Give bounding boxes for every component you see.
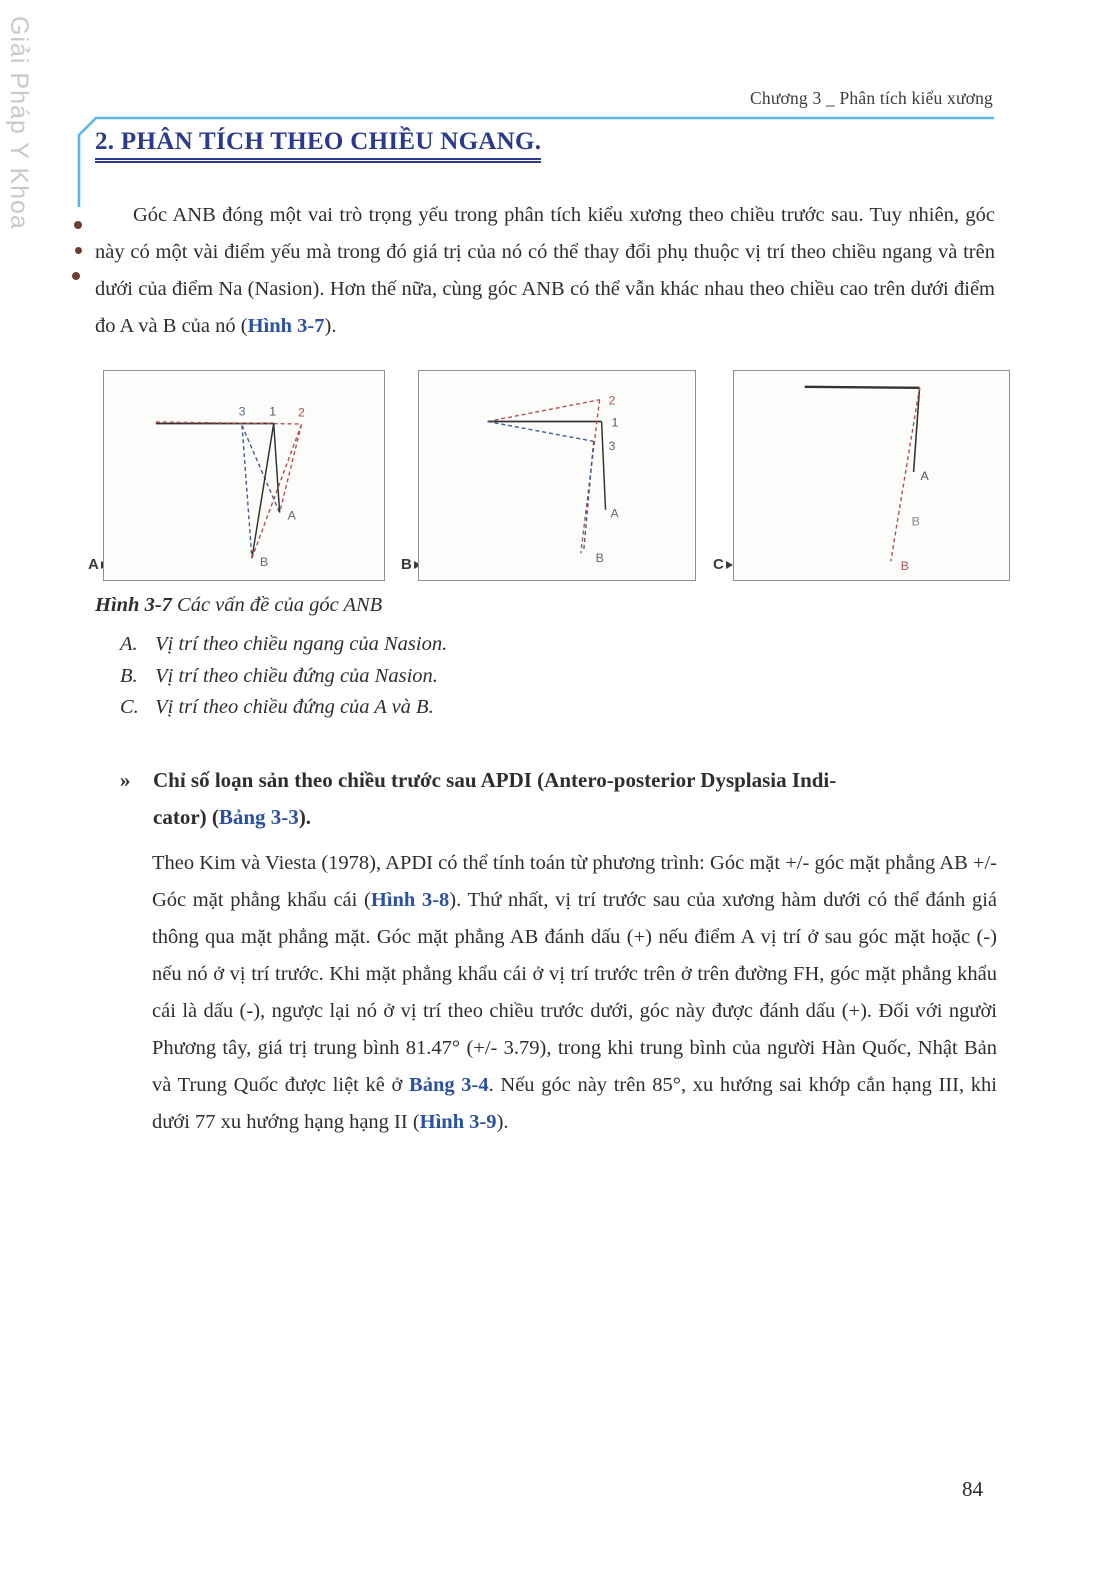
figure-caption — [95, 594, 382, 617]
panel-b-diagram — [418, 370, 696, 581]
apdi-heading-text: Chỉ số loạn sản theo chiều trước sau APDI (Antero-posterior Dysplasia Indi- cator) (Bảng 3-3). — [153, 768, 837, 829]
apdi-heading — [120, 762, 997, 836]
panel-b-letter: B — [401, 556, 412, 573]
caption-item-label: A. — [120, 633, 138, 655]
margin-bullet — [75, 247, 82, 254]
cross-reference-link: Hình 3-8 — [370, 889, 450, 911]
point-label-b: B — [259, 555, 269, 570]
point-label-1: 1 — [611, 415, 619, 430]
section-title — [95, 128, 541, 156]
point-label-b-red: B — [900, 559, 909, 574]
apdi-paragraph: Theo Kim và Viesta (1978), APDI có thể tính toán từ phương trình: Góc mặt +/- góc mặt phẳng AB +/- Góc mặt phẳng khẩu cái (Hình 3-8). Thứ nhất, vị trí trước sau của xương hàm dưới có thể đánh giá thông qua mặt phẳng mặt. Góc mặt phẳng AB đánh dấu (+) nếu điểm A vị trí ở sau góc mặt hoặc (-) nếu nó ở vị trí trước. Khi mặt phẳng khẩu cái ở vị trí trước trên ở trên đường FH, góc mặt phẳng khẩu cái là dấu (-), ngược lại nó ở vị trí theo chiều trước dưới, góc này được đánh dấu (+). Đối với người Phương tây, giá trị trung bình 81.47° (+/- 3.79), trong khi trung bình của người Hàn Quốc, Nhật Bản và Trung Quốc được liệt kê ở Bảng 3-4. Nếu góc này trên 85°, xu hướng sai khớp cắn hạng III, khi dưới 77 xu hướng hạng hạng II (Hình 3-9). — [152, 852, 998, 1133]
intro-paragraph: Góc ANB đóng một vai trò trọng yếu trong phân tích kiểu xương theo chiều trước sau. Tuy nhiên, góc này có một vài điểm yếu mà trong đó giá trị của nó có thể thay đổi phụ thuộc vị trí theo chiều ngang và trên dưới của điểm Na (Nasion). Hơn thế nữa, cùng góc ANB có thể vẫn khác nhau theo chiều cao trên dưới điểm đo A và B của nó (Hình 3-7). — [95, 204, 995, 337]
panel-c-letter: C — [713, 556, 724, 573]
point-label-b: B — [595, 551, 604, 566]
panel-c-drawing — [734, 371, 1009, 580]
caption-item-b — [120, 661, 447, 693]
point-label-a: A — [610, 506, 619, 521]
figure-caption-number: Hình 3-7 — [95, 594, 172, 616]
cross-reference-link: Bảng 3-4 — [409, 1074, 489, 1096]
caption-item-text: Vị trí theo chiều đứng của Nasion. — [155, 664, 438, 687]
point-label-2: 2 — [608, 393, 616, 408]
point-label-a: A — [287, 508, 296, 523]
point-label-b-gray: B — [911, 514, 920, 529]
panel-a-letter: A — [88, 556, 99, 573]
point-label-3: 3 — [238, 404, 246, 419]
caption-item-c — [120, 692, 447, 724]
point-label-1: 1 — [269, 404, 277, 419]
cross-reference-link: Hình 3-9 — [419, 1111, 497, 1133]
point-label-3: 3 — [608, 439, 616, 454]
point-label-2: 2 — [298, 405, 305, 420]
cross-reference-link: Hình 3-7 — [247, 315, 325, 337]
figure-caption-text: Các vấn đề của góc ANB — [177, 594, 383, 616]
margin-bullet — [74, 221, 82, 229]
caption-item-label: B. — [120, 664, 138, 687]
running-header: Chương 3 _ Phân tích kiểu xương — [750, 88, 993, 108]
point-label-a: A — [920, 468, 929, 483]
caption-item-text: Vị trí theo chiều đứng của A và B. — [155, 696, 434, 718]
figure-caption-list — [120, 629, 447, 724]
panel-c-tag — [713, 556, 733, 573]
section-title-text: 2. PHÂN TÍCH THEO CHIỀU NGANG. — [95, 128, 541, 163]
panel-c-diagram — [733, 370, 1010, 581]
figure-3-7 — [0, 370, 1097, 584]
list-marker: » — [120, 768, 131, 792]
margin-bullet — [72, 272, 80, 280]
caption-item-a — [120, 629, 447, 661]
panel-pointer-icon — [726, 561, 733, 569]
panel-b-drawing — [419, 371, 695, 580]
page-number: 84 — [962, 1477, 983, 1501]
caption-item-text: Vị trí theo chiều ngang của Nasion. — [155, 633, 448, 655]
caption-item-label: C. — [120, 696, 139, 718]
sidebar-watermark: Giải Pháp Y Khoa — [5, 16, 33, 230]
panel-a-drawing — [104, 371, 384, 580]
cross-reference-link: Bảng 3-3 — [218, 805, 299, 829]
panel-a-diagram — [103, 370, 385, 581]
